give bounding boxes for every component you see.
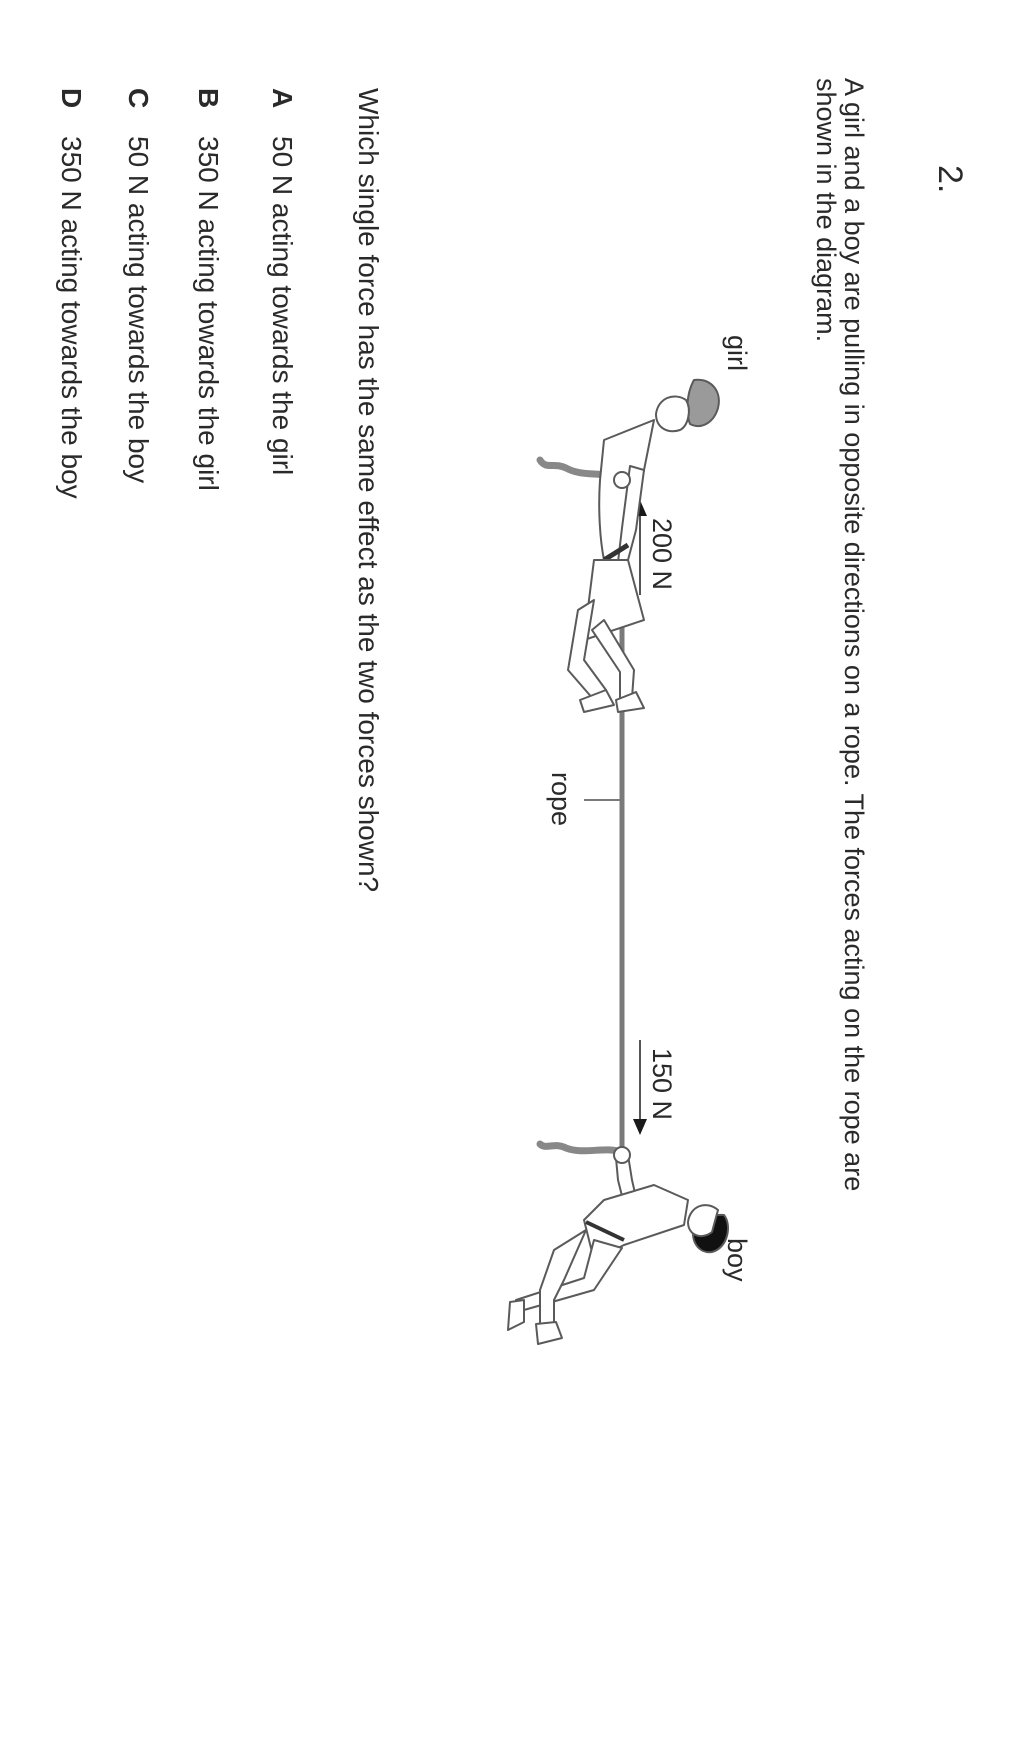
question-text-line-2: shown in the diagram.: [811, 78, 841, 343]
option-letter: C: [123, 88, 154, 109]
force-label-200n: 200 N: [647, 518, 677, 591]
rope-end-boy: [540, 1144, 622, 1152]
option-letter: D: [56, 88, 87, 109]
option-text: 350 N acting towards the girl: [193, 136, 224, 491]
rope-label: rope: [546, 772, 576, 827]
force-arrow-150n-icon: [633, 1040, 647, 1135]
option-b[interactable]: [192, 88, 224, 491]
girl-label: girl: [722, 335, 752, 372]
question-prompt: Which single force has the same effect as the two forces shown?: [353, 88, 384, 893]
option-c[interactable]: [122, 88, 154, 483]
option-text: 50 N acting towards the girl: [267, 136, 298, 476]
boy-figure-icon: [508, 1147, 728, 1344]
question-text-line-1: A girl and a boy are pulling in opposite directions on a rope. The forces acting on the rope are: [839, 78, 869, 1192]
force-label-150n: 150 N: [647, 1048, 677, 1121]
option-text: 50 N acting towards the boy: [123, 136, 154, 484]
question-number: 2.: [931, 165, 969, 194]
girl-figure-icon: [568, 380, 719, 712]
option-d[interactable]: [55, 88, 87, 499]
option-text: 350 N acting towards the boy: [56, 136, 87, 499]
option-a[interactable]: [266, 88, 298, 475]
boy-label: boy: [722, 1238, 752, 1282]
option-letter: A: [267, 88, 298, 109]
option-letter: B: [193, 88, 224, 109]
